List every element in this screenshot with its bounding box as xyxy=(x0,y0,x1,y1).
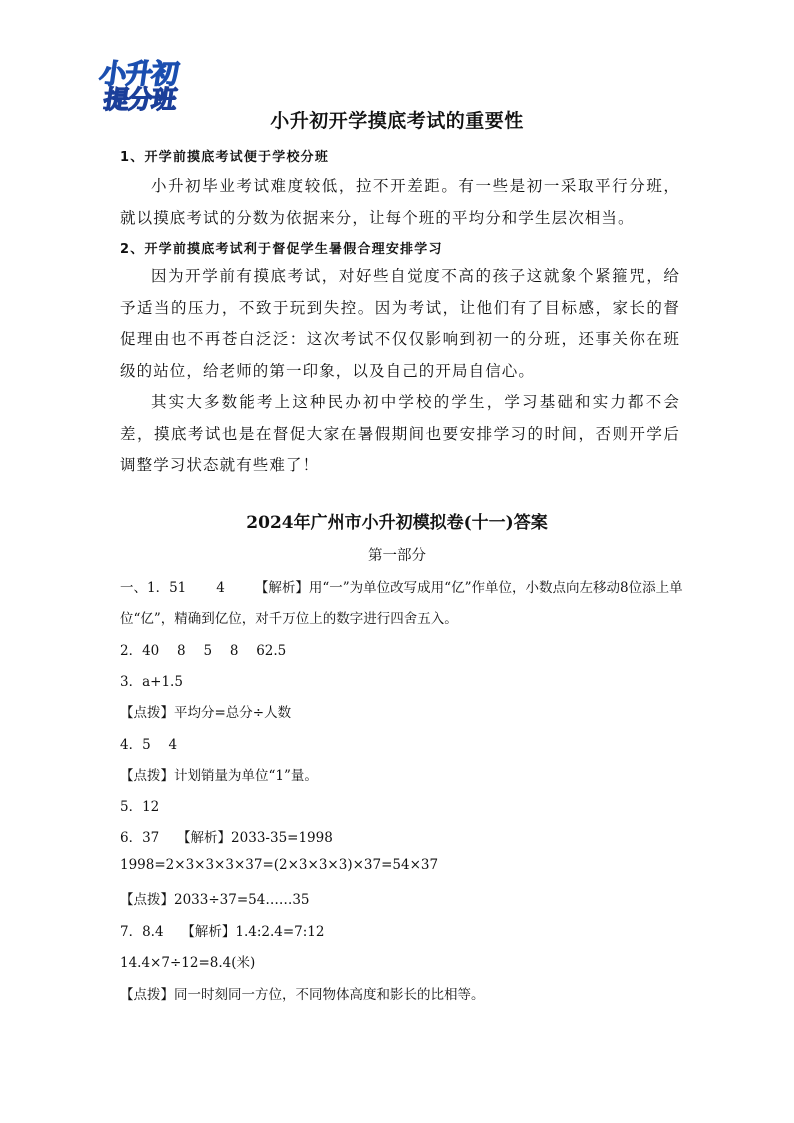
answer-1-line-2: 位“亿”，精确到亿位，对千万位上的数字进行四舍五入。 xyxy=(120,611,458,627)
answer-3: 3．a+1.5 xyxy=(120,674,183,690)
part-label: 第一部分 xyxy=(368,548,426,564)
paragraph-3: 其实大多数能考上这种民办初中学校的学生，学习基础和实力都不会差，摸底考试也是在督促大家在暑假期间也要安排学习的时间，否则开学后调整学习状态就有些难了！ xyxy=(120,393,680,474)
answer-7-line-2: 14.4×7÷12=8.4(米) xyxy=(120,955,256,971)
answer-title: 2024年广州市小升初模拟卷(十一)答案 xyxy=(246,513,548,533)
answer-6-tip: 【点拨】2033÷37=54……35 xyxy=(120,892,310,908)
paragraph-1: 小升初毕业考试难度较低，拉不开差距。有一些是初一采取平行分班，就以摸底考试的分数为依据来分，让每个班的平均分和学生层次相当。 xyxy=(120,177,680,227)
section-title: 小升初开学摸底考试的重要性 xyxy=(270,110,524,132)
answer-1-analysis: 【解析】用“一”为单位改写成用“亿”作单位，小数点向左移动8位添上单 xyxy=(254,580,683,596)
heading-1: 1、开学前摸底考试便于学校分班 xyxy=(120,150,330,165)
answer-4-tip: 【点拨】计划销量为单位“1”量。 xyxy=(120,768,318,784)
logo-line-1: 小升初 xyxy=(97,59,180,90)
logo xyxy=(96,52,192,114)
answer-1-line-1 xyxy=(120,576,683,596)
heading-2: 2、开学前摸底考试利于督促学生暑假合理安排学习 xyxy=(120,242,443,257)
answer-6: 6．37 【解析】2033-35=1998 xyxy=(120,830,333,846)
answer-5: 5．12 xyxy=(120,799,160,815)
answer-1-number: 一、1．51 xyxy=(120,580,187,596)
answer-7: 7．8.4 【解析】1.4:2.4=7:12 xyxy=(120,924,325,940)
answer-1-value: 4 xyxy=(216,580,225,596)
answer-4: 4．5 4 xyxy=(120,737,178,753)
answer-6-line-2: 1998=2×3×3×3×37=(2×3×3×3)×37=54×37 xyxy=(120,857,439,873)
answer-7-tip: 【点拨】同一时刻同一方位，不同物体高度和影长的比相等。 xyxy=(120,987,485,1003)
answer-3-tip: 【点拨】平均分=总分÷人数 xyxy=(120,705,292,721)
answer-2: 2．40 8 5 8 62.5 xyxy=(120,643,287,659)
logo-line-2: 提分班 xyxy=(101,85,178,114)
paragraph-2: 因为开学前有摸底考试，对好些自觉度不高的孩子这就象个紧箍咒，给予适当的压力，不致于玩到失控。因为考试，让他们有了目标感，家长的督促理由也不再苍白泛泛：这次考试不仅仅影响到初一的分班，还事关你在班级的站位，给老师的第一印象，以及自己的开局自信心。 xyxy=(120,267,680,380)
